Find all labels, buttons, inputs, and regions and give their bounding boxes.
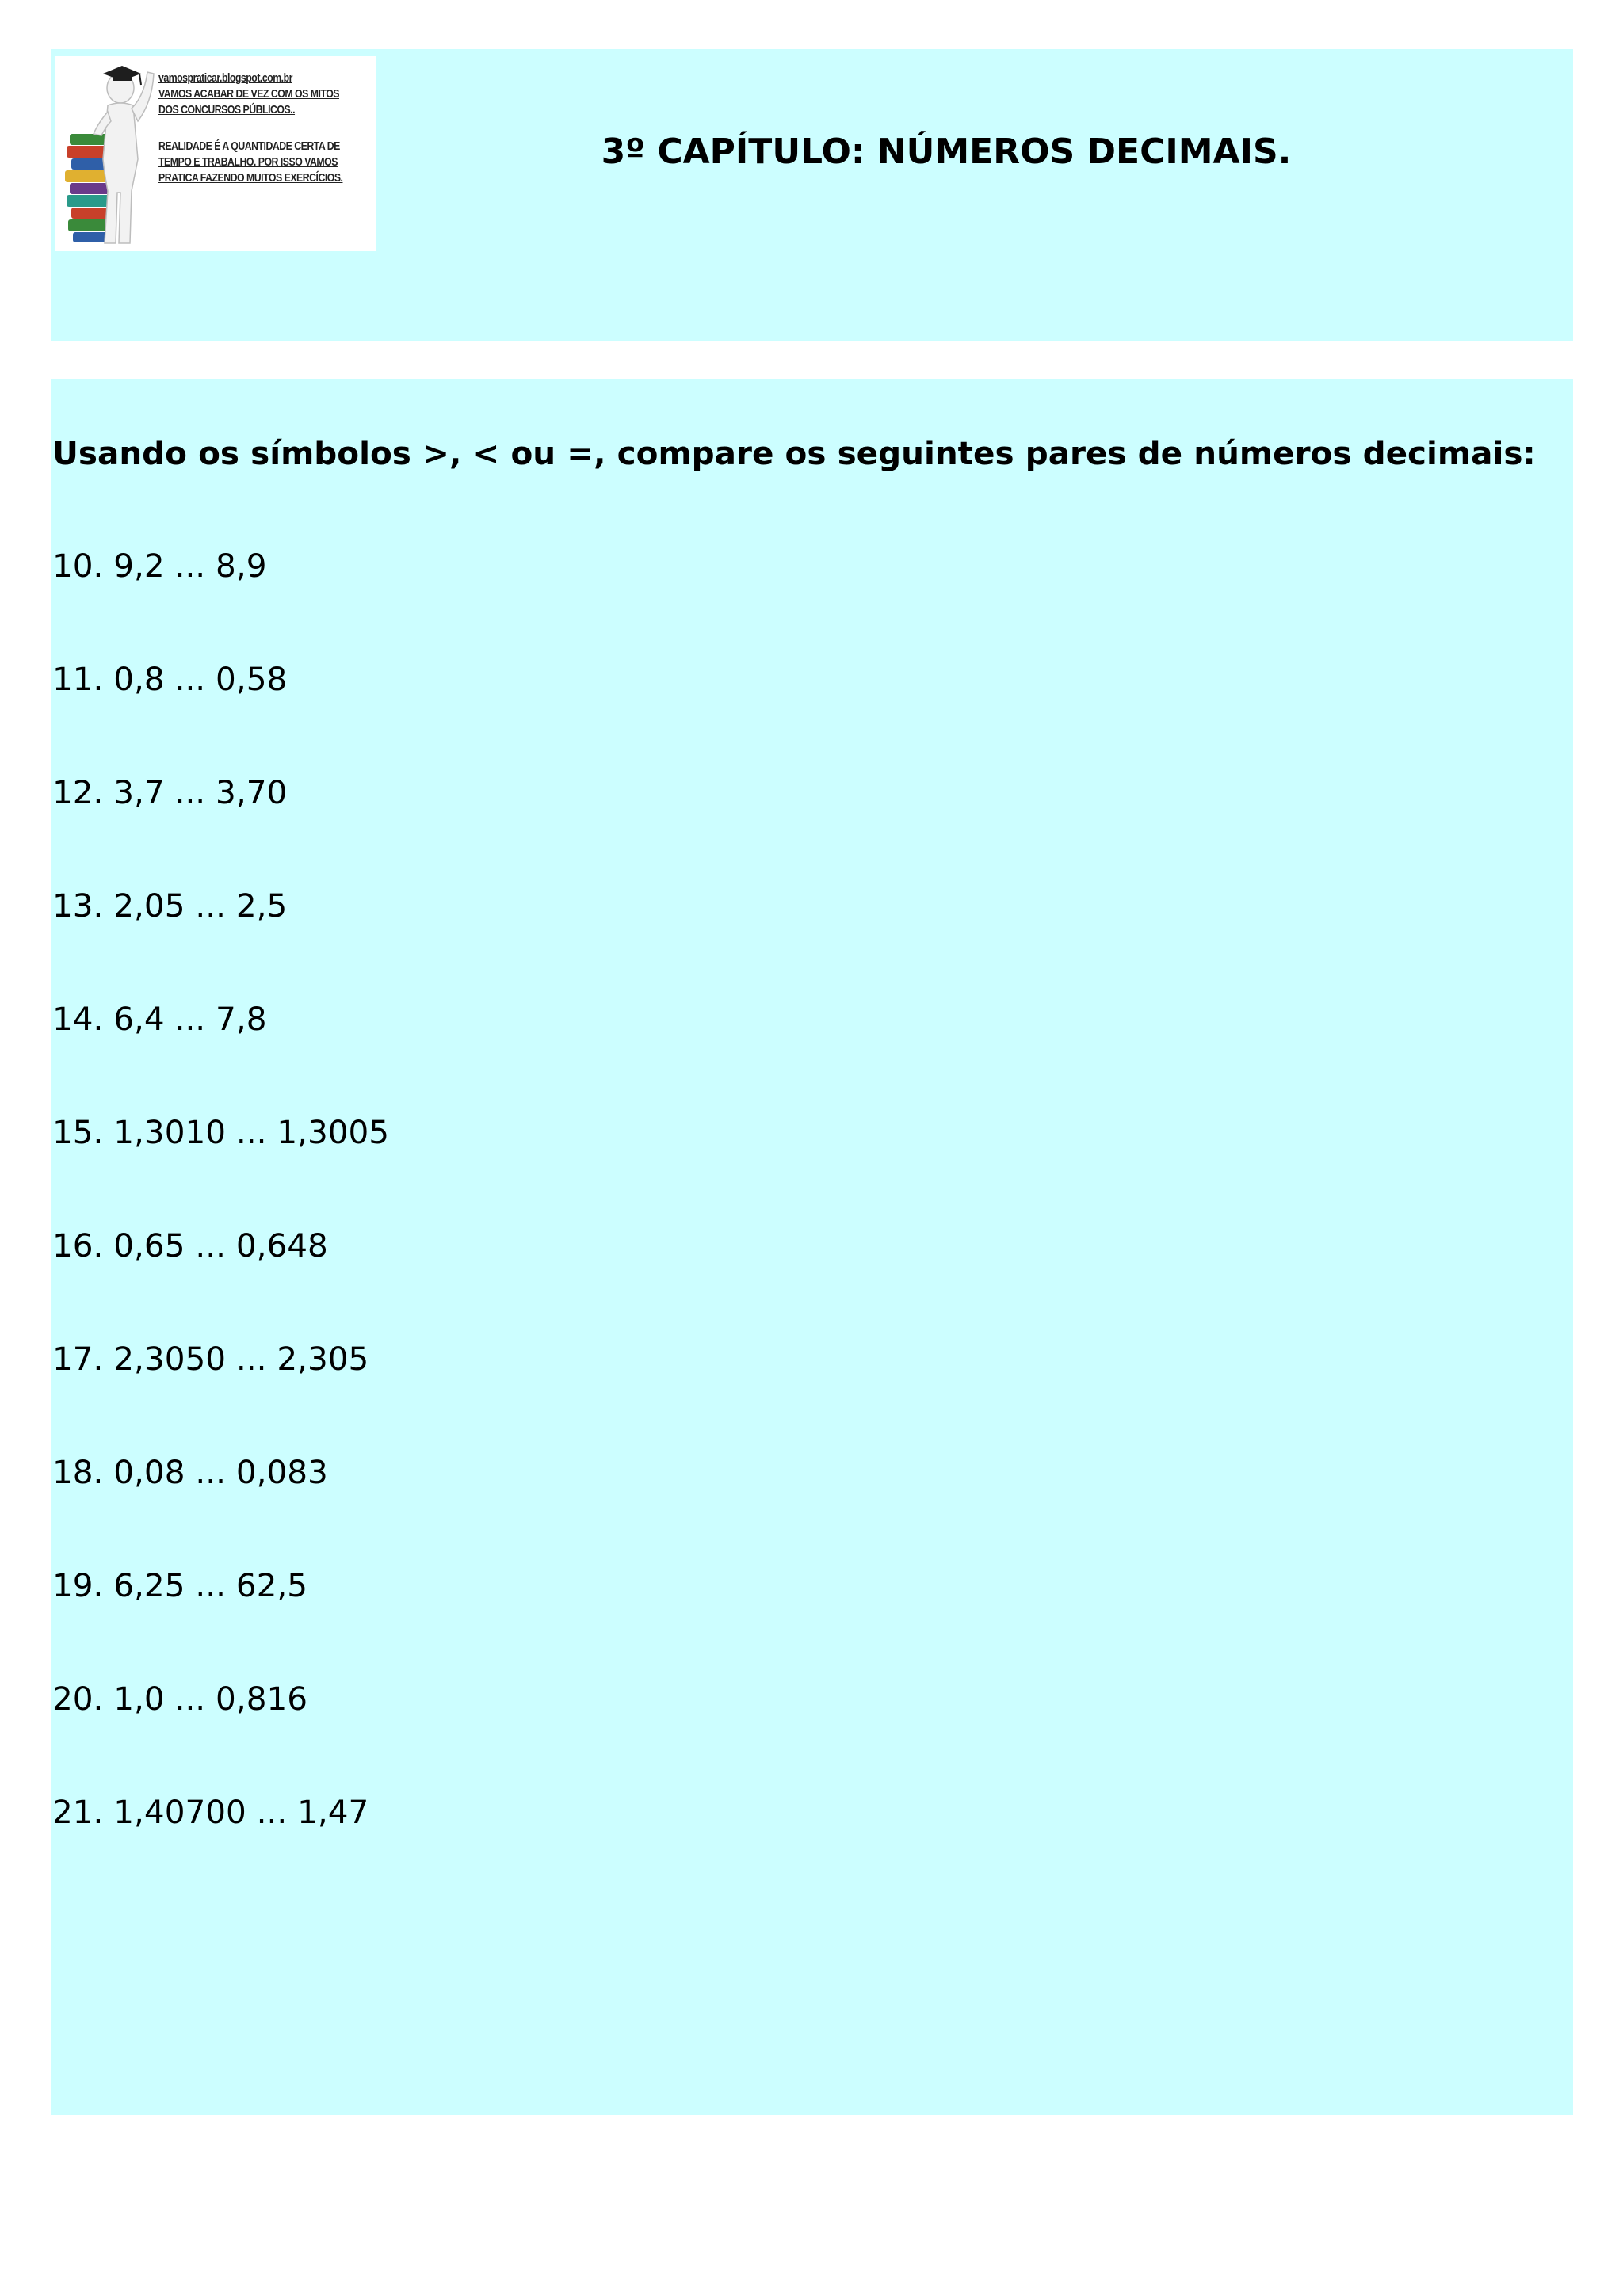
exercise-box [51,379,1573,2115]
exercise-item: 15. 1,3010 ... 1,3005 [52,1113,390,1151]
student-with-books-icon [55,56,158,251]
exercise-item: 19. 6,25 ... 62,5 [52,1566,308,1604]
exercise-item: 18. 0,08 ... 0,083 [52,1453,328,1491]
blog-logo [55,56,376,251]
exercise-item: 14. 6,4 ... 7,8 [52,1000,267,1038]
logo-text [158,71,343,186]
logo-text-line: PRATICA FAZENDO MUITOS EXERCÍCIOS. [158,171,343,185]
logo-blog-url: vamospraticar.blogspot.com.br [158,71,292,85]
exercise-item: 17. 2,3050 ... 2,305 [52,1340,369,1378]
header-box [51,49,1573,341]
logo-text-line: REALIDADE É A QUANTIDADE CERTA DE [158,139,340,153]
logo-text-line: TEMPO E TRABALHO. POR ISSO VAMOS [158,155,338,169]
exercise-item: 12. 3,7 ... 3,70 [52,773,288,811]
chapter-title: 3º CAPÍTULO: NÚMEROS DECIMAIS. [601,132,1292,172]
logo-text-line: DOS CONCURSOS PÚBLICOS.. [158,103,296,116]
exercise-item: 21. 1,40700 ... 1,47 [52,1793,369,1831]
exercise-item: 10. 9,2 ... 8,9 [52,547,267,585]
exercise-item: 20. 1,0 ... 0,816 [52,1680,308,1718]
exercise-item: 16. 0,65 ... 0,648 [52,1226,328,1264]
instruction-text: Usando os símbolos >, < ou =, compare os seguintes pares de números decimais: [52,434,1536,472]
exercise-item: 11. 0,8 ... 0,58 [52,660,288,698]
logo-text-line: VAMOS ACABAR DE VEZ COM OS MITOS [158,87,339,101]
exercise-item: 13. 2,05 ... 2,5 [52,887,288,925]
